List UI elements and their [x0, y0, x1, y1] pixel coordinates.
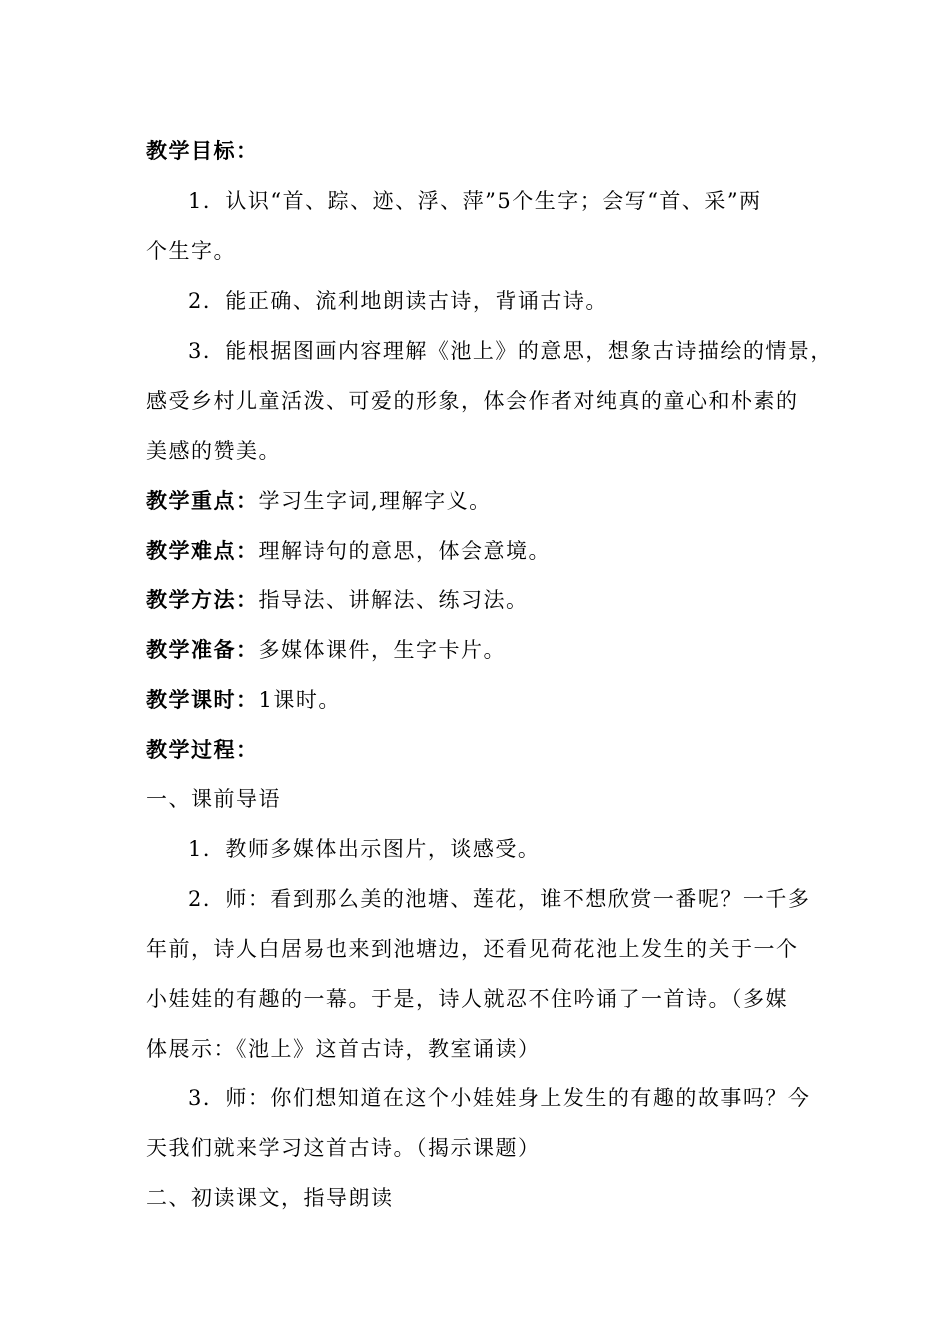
preparation-text: 多媒体课件，生字卡片。: [258, 638, 506, 662]
key-points-row: [146, 486, 826, 516]
objective-item-2: 2．能正确、流利地朗读古诗，背诵古诗。: [188, 289, 608, 313]
methods-row: [146, 585, 826, 615]
objectives-heading: 教学目标：: [146, 139, 259, 163]
methods-text: 指导法、讲解法、练习法。: [258, 588, 529, 612]
difficulties-row: [146, 536, 826, 566]
key-points-label: 教学重点：: [146, 489, 259, 513]
section-1-title: 一、课前导语: [146, 787, 281, 811]
preparation-label: 教学准备：: [146, 638, 259, 662]
process-step-3-line-2: 天我们就来学习这首古诗。（揭示课题）: [146, 1136, 541, 1160]
objective-item-3-line-2: 感受乡村儿童活泼、可爱的形象，体会作者对纯真的童心和朴素的: [146, 389, 799, 413]
process-step-2-line-3: 小娃娃的有趣的一幕。于是，诗人就忍不住吟诵了一首诗。（多媒: [146, 987, 788, 1011]
duration-label: 教学课时：: [146, 688, 259, 712]
process-step-1: 1．教师多媒体出示图片，谈感受。: [188, 837, 541, 861]
duration-text: 1课时。: [258, 688, 341, 712]
process-step-3-line-1: 3．师：你们想知道在这个小娃娃身上发生的有趣的故事吗？今: [188, 1086, 811, 1110]
objective-item-3-line-1: 3．能根据图画内容理解《池上》的意思，想象古诗描绘的情景，: [188, 339, 833, 363]
key-points-text: 学习生字词,理解字义。: [258, 489, 492, 513]
objective-item-3-line-3: 美感的赞美。: [146, 439, 281, 463]
difficulties-text: 理解诗句的意思，体会意境。: [258, 539, 551, 563]
section-2-title: 二、初读课文，指导朗读: [146, 1186, 394, 1210]
objective-item-1-line-1: 1．认识“首、踪、迹、浮、萍”5个生字；会写“首、采”两: [188, 189, 762, 213]
objective-item-1-line-2: 个生字。: [146, 239, 236, 263]
process-step-2-line-2: 年前，诗人白居易也来到池塘边，还看见荷花池上发生的关于一个: [146, 937, 799, 961]
process-heading: 教学过程：: [146, 738, 259, 762]
methods-label: 教学方法：: [146, 588, 259, 612]
process-step-2-line-4: 体展示：《池上》这首古诗，教室诵读）: [146, 1037, 541, 1061]
duration-row: [146, 685, 826, 715]
process-step-2-line-1: 2．师：看到那么美的池塘、莲花，谁不想欣赏一番呢？一千多: [188, 887, 811, 911]
preparation-row: [146, 635, 826, 665]
difficulties-label: 教学难点：: [146, 539, 259, 563]
